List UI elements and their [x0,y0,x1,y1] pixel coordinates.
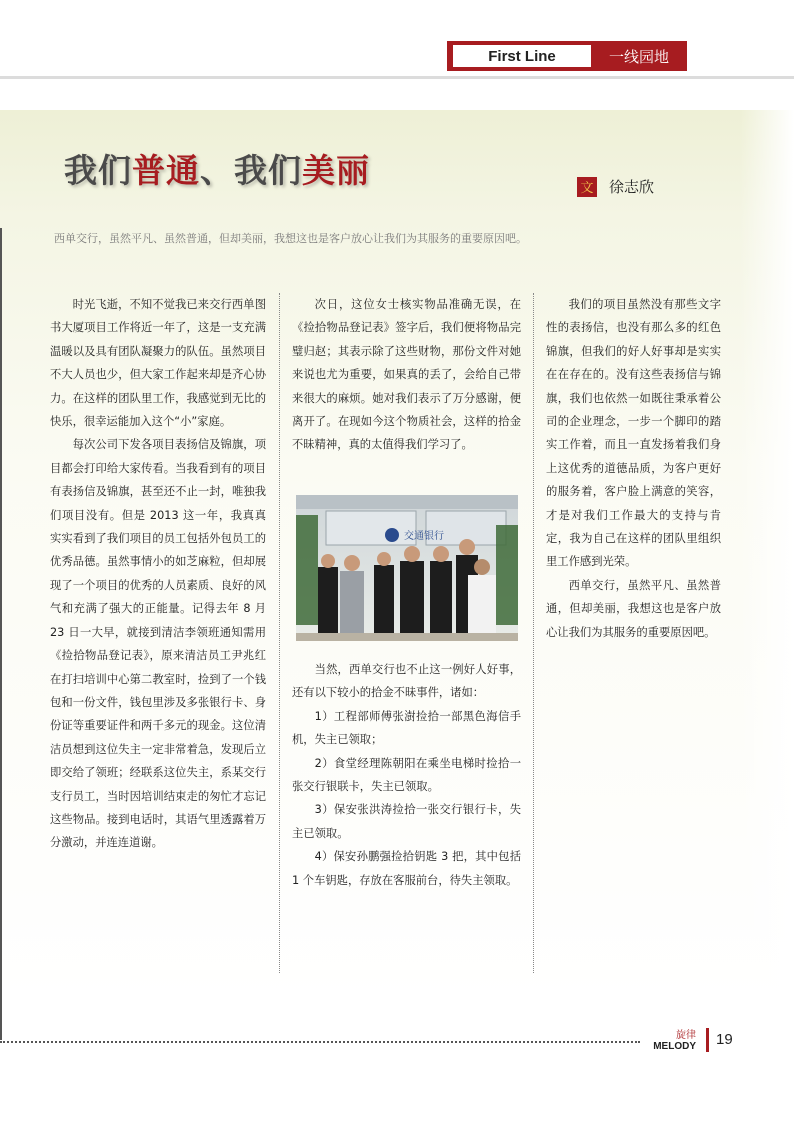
paragraph: 我们的项目虽然没有那些文字性的表扬信，也没有那么多的红色锦旗，但我们的好人好事却是实实在在存在的。没有这些表扬信与锦旗，我们也依然一如既往秉承着公司的企业理念，一步一个脚印的踏实工作着，而且一直发扬着我们身上这优秀的道德品质，为客户更好的服务着，客户脸上满意的笑容，才是对我们工作最大的支持与肯定，我为自己在这样的团队里组织里工作感到光荣。 [546,298,721,569]
photo-sign-text: 交通银行 [404,531,444,542]
author-label-badge: 文 [577,177,597,197]
author-name: 徐志欣 [609,178,655,196]
section-tag [447,41,687,71]
section-tag-english: First Line [453,45,591,67]
paragraph: 西单交行，虽然平凡、虽然普通，但却美丽，我想这也是客户放心让我们为其服务的重要原因吧。 [546,578,721,639]
top-divider [0,76,794,79]
magazine-name-chinese: 旋律 [676,1030,696,1041]
team-photo [296,495,518,641]
title-highlight-1: 普通 [132,151,200,190]
column-2-top [292,293,521,457]
left-margin-rule [0,228,2,1040]
paragraph: 2）食堂经理陈朝阳在乘坐电梯时捡拾一张交行银联卡，失主已领取。 [292,756,521,794]
title-part-2: 、我们 [200,151,302,190]
paragraph: 3）保安张洪涛捡拾一张交行银行卡，失主已领取。 [292,803,521,840]
paragraph: 当然，西单交行也不止这一例好人好事，还有以下较小的拾金不昧事件，诸如： [292,663,521,700]
paragraph: 4）保安孙鹏强捡拾钥匙 3 把，其中包括 1 个车钥匙，存放在客服前台，待失主领取。 [292,850,521,887]
page-number: 19 [716,1031,733,1048]
byline [577,176,654,197]
team-photo-illustration [296,495,518,641]
paragraph: 次日，这位女士核实物品准确无误，在《捡拾物品登记表》签字后，我们便将物品完璧归赵；其表示除了这些财物，那份文件对她来说也尤为重要，如果真的丢了，会给自己带来很大的麻烦。她对我们表示了万分感谢，便离开了。在现如今这个物质社会，这样的拾金不昧精神，真的太值得我们学习了。 [292,298,521,452]
article-title [64,145,370,195]
paragraph: 时光飞逝，不知不觉我已来交行西单图书大厦项目工作将近一年了，这是一支充满温暖以及具有团队凝聚力的队伍。虽然项目不大人员也少，但大家工作起来却是齐心协力。在这样的团队里工作，我感觉到无比的快乐，很幸运能加入这个“小”家庭。 [50,298,266,429]
paragraph: 1）工程部师傅张澍捡拾一部黑色海信手机，失主已领取； [292,709,521,747]
title-highlight-2: 美丽 [302,151,370,190]
paragraph: 每次公司下发各项目表扬信及锦旗，项目都会打印给大家传看。当我看到有的项目有表扬信及锦旗，甚至还不止一封，唯独我们项目没有。但是 2013 这一年，我真真实实看到了我们项目的员工包括外包员工的优秀品德。虽然事情小的如芝麻粒，但却展现了一个项目的优秀的人员素质、良好的风气和充满了强大的正能量。记得去年 8 月 23 日一大早，就接到清洁李领班通知需用《捡拾物品登记表》，原来清洁员工尹兆红在打扫培训中心第二教室时，捡到了一个钱包和一份文件，钱包里涉及多张银行卡、身份证等重要证件和两千多元的现金。这位清洁员想到这位失主一定非常着急，发现后立即交给了领班；经联系这位失主，系某交行支行员工，当时因培训结束走的匆忙才忘记这些物品。接到电话时，其语气里透露着万分激动，并连连道谢。 [50,438,266,850]
column-1 [50,293,266,855]
magazine-name-english: MELODY [653,1041,696,1052]
footer-dotted-rule [0,1041,640,1043]
column-3 [546,293,721,644]
column-separator [279,293,280,973]
footer-accent-bar [706,1028,709,1052]
title-part-1: 我们 [64,151,132,190]
column-2-bottom [292,658,521,892]
article-summary: 西单交行，虽然平凡、虽然普通，但却美丽，我想这也是客户放心让我们为其服务的重要原因吧。 [54,232,527,245]
section-tag-chinese: 一线园地 [608,47,669,66]
column-separator [533,293,534,973]
magazine-name [648,1030,696,1052]
